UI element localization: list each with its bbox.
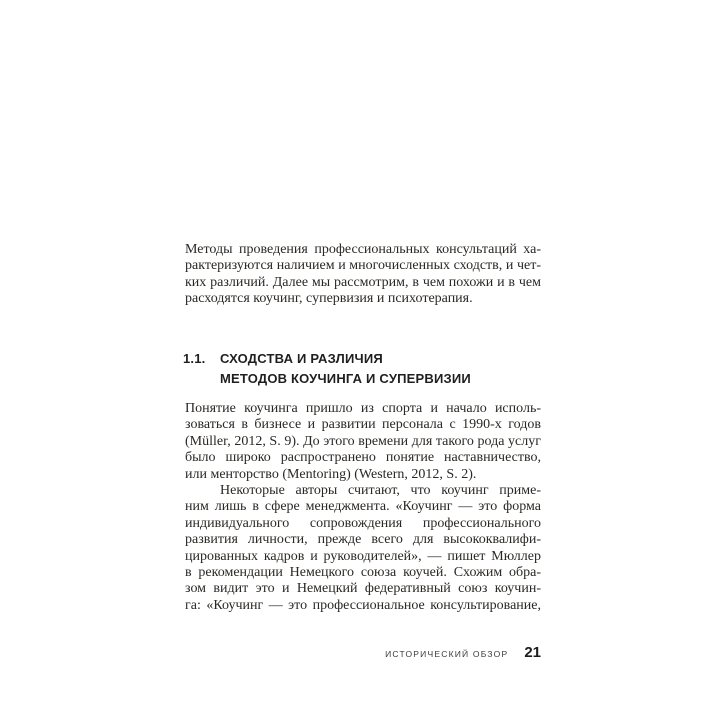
- paragraph-line: цированных кадров и руководителей», — пишет Мюллер: [185, 548, 541, 564]
- section-number: 1.1.: [183, 351, 206, 366]
- section-title-line: СХОДСТВА И РАЗЛИЧИЯ: [220, 351, 383, 366]
- paragraph-line: или менторство (Mentoring) (Western, 2012, S. 2).: [185, 466, 477, 482]
- paragraph-line: зом видит это и Немецкий федеративный союз коучин-: [185, 581, 541, 597]
- paragraph-line: рактеризуются наличием и многочисленных сходств, и чет-: [185, 258, 541, 274]
- paragraph-line: Понятие коучинга пришло из спорта и начало исполь-: [185, 401, 541, 416]
- paragraph-line: индивидуального сопровождения профессионального: [185, 515, 541, 531]
- section-heading: [183, 349, 543, 389]
- paragraph-line: Методы проведения профессиональных консультаций ха-: [185, 242, 541, 257]
- section-title-line: МЕТОДОВ КОУЧИНГА И СУПЕРВИЗИИ: [220, 371, 471, 386]
- authors-view-paragraph: [185, 483, 541, 614]
- paragraph-line: Некоторые авторы считают, что коучинг приме-: [220, 483, 541, 498]
- page-number: 21: [524, 644, 541, 661]
- paragraph-line: ним лишь в сфере менеджмента. «Коучинг — это форма: [185, 499, 541, 515]
- paragraph-line: га: «Коучинг — это профессиональное консультирование,: [185, 597, 541, 613]
- paragraph-line: (Müller, 2012, S. 9). До этого времени для такого рода услуг: [185, 433, 541, 449]
- paragraph-line: расходятся коучинг, супервизия и психотерапия.: [185, 291, 473, 307]
- section-title: [220, 349, 543, 389]
- paragraph-line: в рекомендации Немецкого союза коучей. Схожим обра-: [185, 565, 541, 581]
- paragraph-line: зоваться в бизнесе и развитии персонала с 1990-х годов: [185, 417, 541, 433]
- paragraph-line: ких различий. Далее мы рассмотрим, в чем похожи и в чем: [185, 274, 541, 290]
- coaching-origin-paragraph: [185, 401, 541, 483]
- running-head: ИСТОРИЧЕСКИЙ ОБЗОР: [385, 649, 509, 659]
- page-footer: [185, 645, 541, 662]
- paragraph-line: развития личности, прежде всего для высококвалифи-: [185, 532, 541, 548]
- paragraph-line: было широко распространено понятие наставничество,: [185, 450, 541, 466]
- intro-paragraph: [185, 242, 541, 308]
